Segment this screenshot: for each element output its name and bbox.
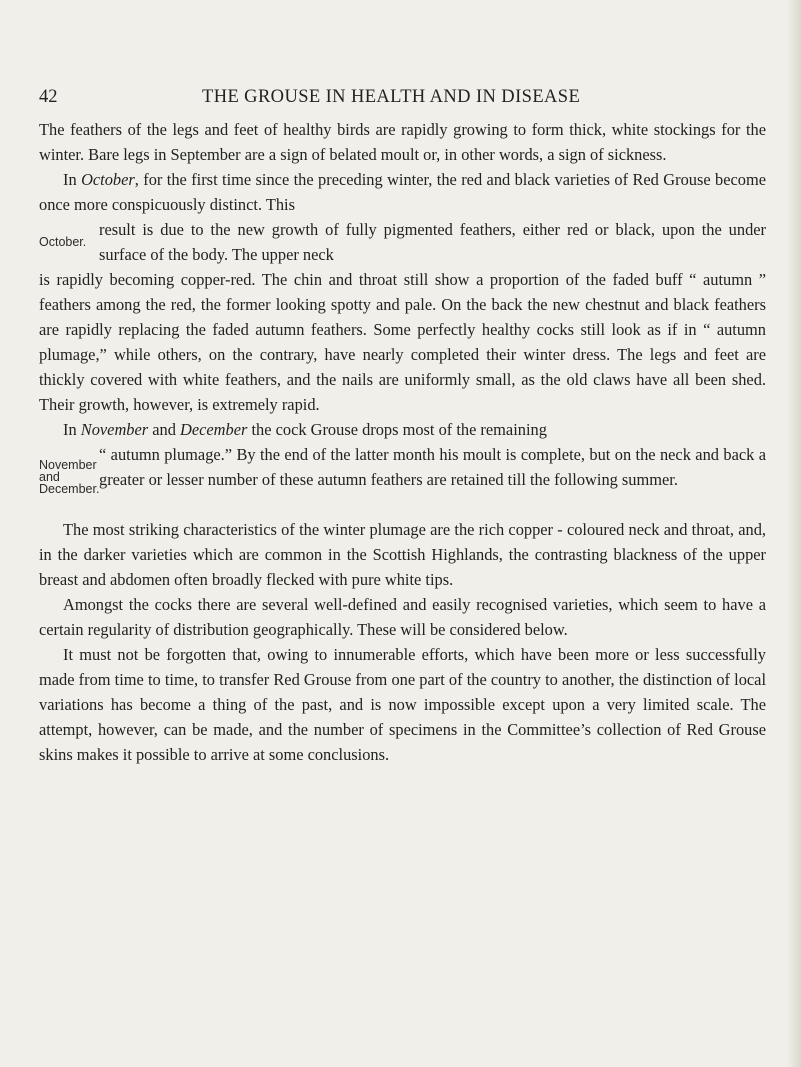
page-header xyxy=(0,87,801,109)
month-december: December xyxy=(180,420,248,439)
sidenote-text: October. xyxy=(39,235,87,249)
sidenote-text: November xyxy=(39,458,97,472)
paragraph-november-side: “ autumn plumage.” By the end of the latter month his moult is complete, but on the neck and back a greater or lesser number of these autumn feathers are retained till the following summer. xyxy=(99,445,766,489)
text-run: In xyxy=(63,170,82,189)
page-edge-shadow xyxy=(787,0,801,1067)
text-run: and xyxy=(148,420,181,439)
month-november: November xyxy=(80,420,149,439)
text-run: In xyxy=(63,420,81,439)
paragraph-varieties: Amongst the cocks there are several well-defined and easily recognised varieties, which seem to have a certain regularity of distribution geographically. These will be considered below. xyxy=(39,595,766,639)
paragraph-legs-feet: The feathers of the legs and feet of healthy birds are rapidly growing to form thick, white stockings for the winter. Bare legs in September are a sign of belated moult or, in other words, a sign of sickness. xyxy=(39,120,766,164)
november-block xyxy=(39,442,766,517)
october-hanging-text xyxy=(99,217,766,267)
page-number: 42 xyxy=(39,87,58,107)
sidenote-november-december xyxy=(39,442,99,517)
paragraph-october-side: result is due to the new growth of fully pigmented feathers, either red or black, upon the under surface of the body. The upper neck xyxy=(99,220,766,264)
paragraph-transfer: It must not be forgotten that, owing to innumerable efforts, which have been more or less successfully made from time to time, to transfer Red Grouse from one part of the country to another, the distinction of local variations has become a thing of the past, and is now impossible except upon a very limited scale. The attempt, however, can be made, and the number of specimens in the Committee’s collection of Red Grouse skins makes it possible to arrive at some conclusions. xyxy=(39,645,766,764)
october-block xyxy=(39,217,766,267)
body-text xyxy=(39,117,766,767)
november-hanging-text xyxy=(99,442,766,492)
text-run: the cock Grouse drops most of the remaining xyxy=(247,420,547,439)
text-run: , for the first time since the preceding winter, the red and black varieties of Red Grouse become once more conspicuously distinct. This xyxy=(39,170,766,214)
sidenote-october xyxy=(39,217,99,267)
paragraph-october-intro xyxy=(39,167,766,217)
paragraph-winter-plumage: The most striking characteristics of the winter plumage are the rich copper - coloured neck and throat, and, in the darker varieties which are common in the Scottish Highlands, the contrasting blackness of the upper breast and abdomen often broadly flecked with pure white tips. xyxy=(39,520,766,589)
paragraph-november-intro xyxy=(39,417,766,442)
paragraph-october-rest: is rapidly becoming copper-red. The chin and throat still show a proportion of the faded buff “ autumn ” feathers among the red, the former looking spotty and pale. On the back the new chestnut and black feathers are rapidly replacing the faded autumn feathers. Some perfectly healthy cocks still look as if in “ autumn plumage,” while others, on the contrary, have nearly completed their winter dress. The legs and feet are thickly covered with white feathers, and the nails are uniformly small, as the old claws have all been shed. Their growth, however, is extremely rapid. xyxy=(39,270,766,414)
sidenote-text: and xyxy=(39,470,60,484)
sidenote-text: December. xyxy=(39,482,100,496)
running-title: THE GROUSE IN HEALTH AND IN DISEASE xyxy=(202,87,581,107)
month-october: October xyxy=(81,170,135,189)
